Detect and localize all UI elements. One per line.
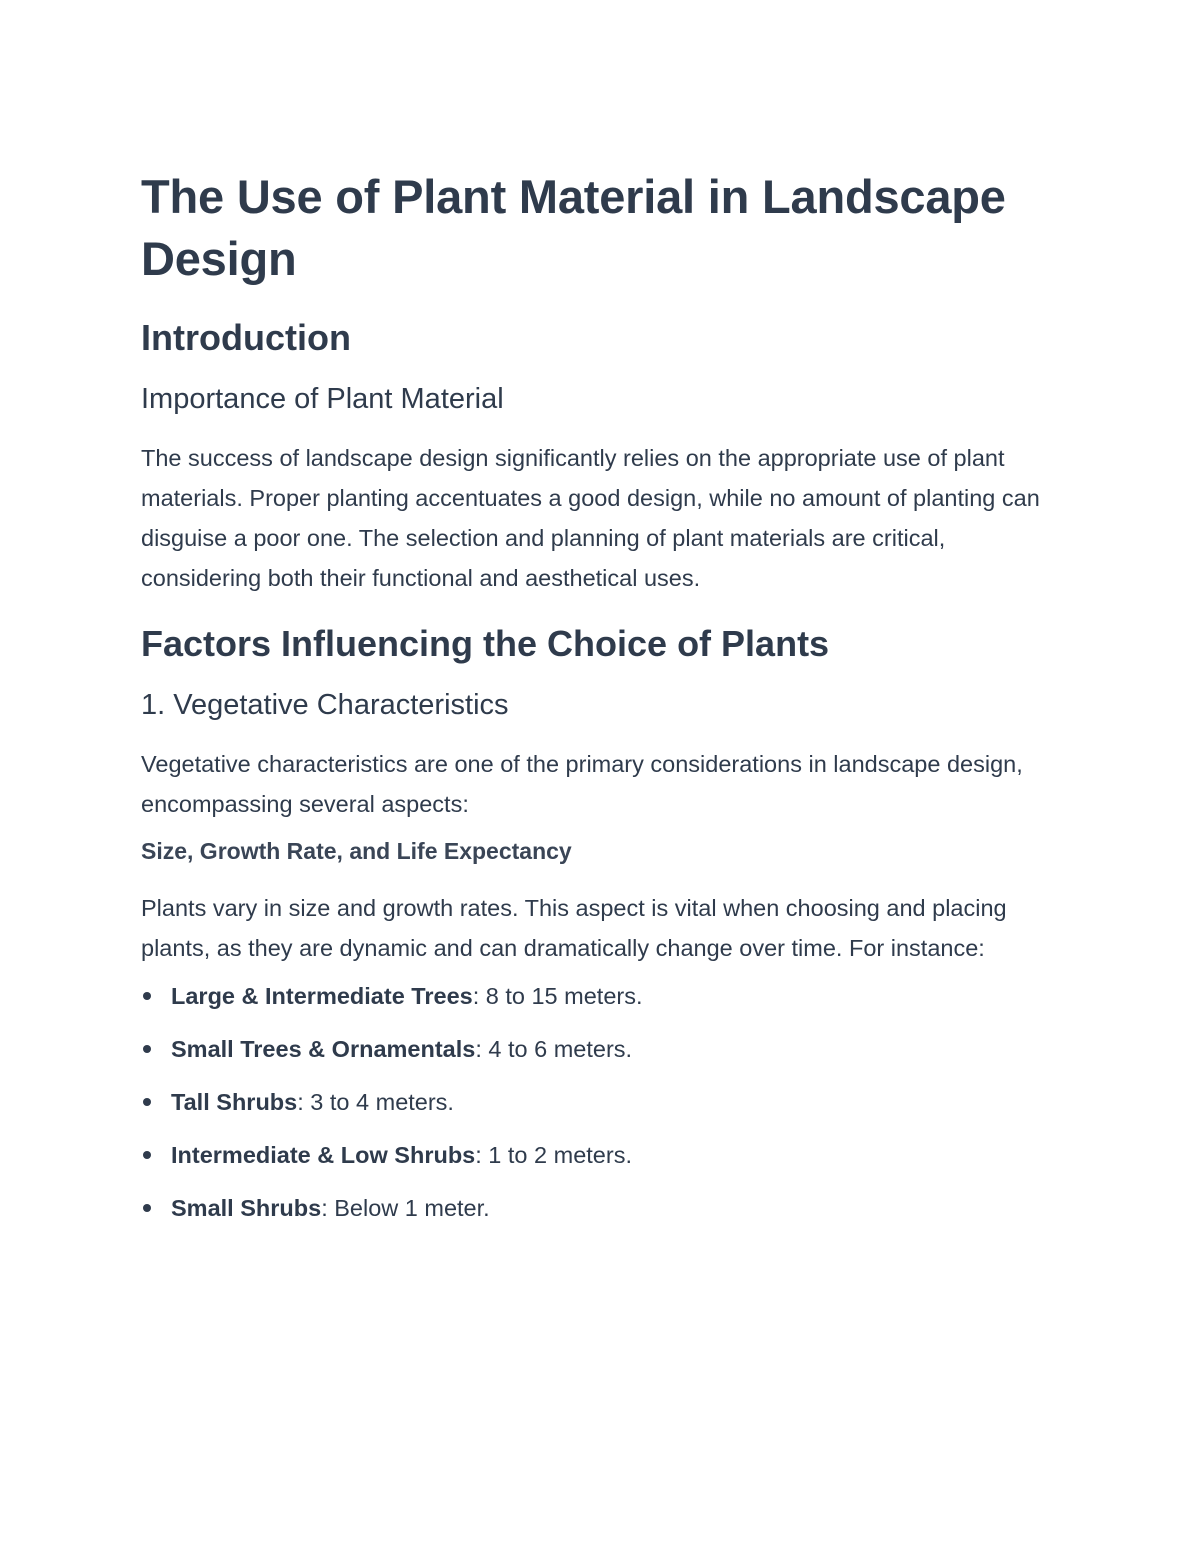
- bullet-icon: [143, 1098, 151, 1106]
- list-item-desc: : 1 to 2 meters.: [475, 1142, 632, 1168]
- list-item: [141, 980, 1071, 1012]
- subheading-importance: Importance of Plant Material: [141, 383, 504, 415]
- document-page: [141, 166, 1071, 1245]
- vegetative-paragraph: Vegetative characteristics are one of the primary considerations in landscape design, encompassing several aspects:: [141, 751, 1023, 817]
- bullet-icon: [143, 992, 151, 1000]
- bullet-icon: [143, 1045, 151, 1053]
- list-item-term: Tall Shrubs: [171, 1089, 298, 1115]
- bullet-icon: [143, 1204, 151, 1212]
- list-item-desc: : 4 to 6 meters.: [475, 1036, 633, 1062]
- list-item-term: Small Trees & Ornamentals: [171, 1036, 476, 1062]
- list-item-term: Small Shrubs: [171, 1195, 322, 1221]
- list-item-desc: : 8 to 15 meters.: [472, 983, 643, 1009]
- list-item-desc: : Below 1 meter.: [321, 1195, 490, 1221]
- list-item-desc: : 3 to 4 meters.: [297, 1089, 454, 1115]
- section-heading-factors: Factors Influencing the Choice of Plants: [141, 623, 830, 664]
- list-item: [141, 1139, 1071, 1171]
- size-list: [141, 980, 1071, 1224]
- list-item-term: Intermediate & Low Shrubs: [171, 1142, 476, 1168]
- intro-paragraph: The success of landscape design significantly relies on the appropriate use of plant materials. Proper planting accentuates a good design, while no amount of planting can disguise a poor one. The selection and planning of plant materials are critical, considering both their functional and aesthetical uses.: [141, 445, 1040, 591]
- bullet-icon: [143, 1151, 151, 1159]
- document-title: The Use of Plant Material in Landscape Design: [141, 170, 1006, 285]
- list-item: [141, 1192, 1071, 1224]
- list-item: [141, 1033, 1071, 1065]
- section-heading-introduction: Introduction: [141, 317, 351, 358]
- subheading-vegetative: 1. Vegetative Characteristics: [141, 689, 509, 721]
- size-paragraph: Plants vary in size and growth rates. This aspect is vital when choosing and placing plants, as they are dynamic and can dramatically change over time. For instance:: [141, 895, 1007, 961]
- list-item-term: Large & Intermediate Trees: [171, 983, 473, 1009]
- minor-heading-size: Size, Growth Rate, and Life Expectancy: [141, 838, 572, 864]
- list-item: [141, 1086, 1071, 1118]
